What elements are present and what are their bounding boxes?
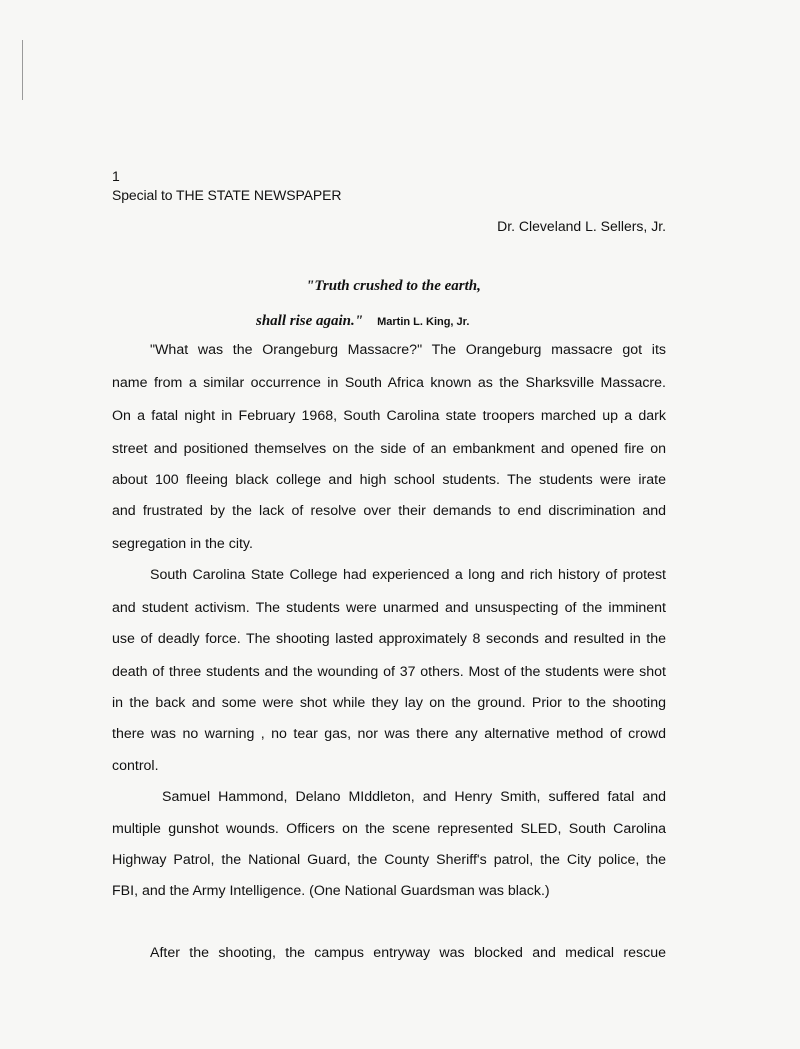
epigraph-text: shall rise again." [256, 313, 364, 329]
body-line: street and positioned themselves on the side of an embankment and opened fire on [112, 441, 666, 457]
body-line: and student activism. The students were unarmed and unsuspecting of the imminent [112, 600, 666, 616]
body-line: Highway Patrol, the National Guard, the County Sheriff's patrol, the City police, the [112, 852, 666, 868]
body-line: death of three students and the wounding of 37 others. Most of the students were shot [112, 664, 666, 680]
body-line: in the back and some were shot while they lay on the ground. Prior to the shooting [112, 695, 666, 711]
body-line: On a fatal night in February 1968, South Carolina state troopers marched up a dark [112, 408, 666, 424]
body-line: South Carolina State College had experienced a long and rich history of protest [150, 567, 666, 583]
body-line: about 100 fleeing black college and high school students. The students were irate [112, 472, 666, 488]
epigraph-attribution: Martin L. King, Jr. [377, 316, 470, 328]
body-line: FBI, and the Army Intelligence. (One National Guardsman was black.) [112, 883, 550, 899]
body-line: control. [112, 758, 159, 774]
body-line: After the shooting, the campus entryway was blocked and medical rescue [150, 945, 666, 961]
author-byline: Dr. Cleveland L. Sellers, Jr. [497, 218, 666, 234]
body-line: there was no warning , no tear gas, nor was there any alternative method of crowd [112, 726, 666, 742]
header-line: Special to THE STATE NEWSPAPER [112, 187, 342, 203]
epigraph-line-2 [256, 313, 469, 330]
body-line: "What was the Orangeburg Massacre?" The Orangeburg massacre got its [150, 342, 666, 358]
page-number: 1 [112, 168, 120, 184]
body-line: name from a similar occurrence in South Africa known as the Sharksville Massacre. [112, 375, 666, 391]
body-line: multiple gunshot wounds. Officers on the scene represented SLED, South Carolina [112, 821, 666, 837]
body-line: segregation in the city. [112, 536, 253, 552]
body-line: Samuel Hammond, Delano MIddleton, and Henry Smith, suffered fatal and [162, 789, 666, 805]
margin-mark [22, 40, 23, 100]
body-line: use of deadly force. The shooting lasted approximately 8 seconds and resulted in the [112, 631, 666, 647]
body-line: and frustrated by the lack of resolve over their demands to end discrimination and [112, 503, 666, 519]
epigraph-line-1: "Truth crushed to the earth, [306, 278, 481, 294]
